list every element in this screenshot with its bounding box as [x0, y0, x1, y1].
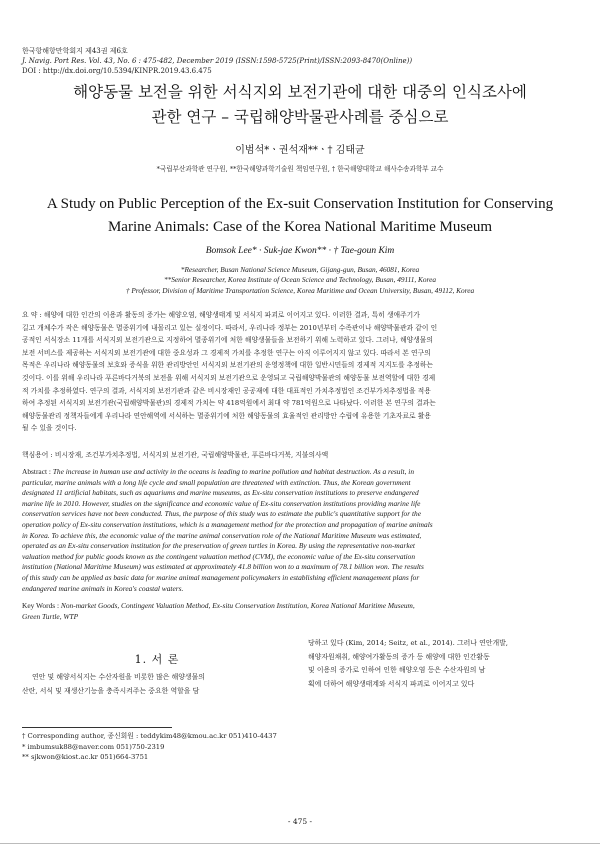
journal-name-ko: 한국항해항만학회지 제43권 제6호	[22, 47, 128, 55]
abstract-ko-line: 것이다. 이를 위해 우리나라 푸른바다거북의 보전을 위해 서식지외 보전기관으로 운영되고 국립해양박물관의 해양동물 보전역할에 대한 경제	[22, 373, 436, 382]
footnote-author-2: * imbumsuk88@naver.com 051)750-2319	[22, 742, 165, 751]
affiliations-english	[0, 265, 600, 296]
keywords-english	[22, 601, 578, 622]
keywords-en-line-1	[22, 601, 578, 612]
keywords-en-text: Non-market Goods, Contingent Valuation Method, Ex-situ Conservation Institution, Korea National Maritime Museum,	[60, 601, 415, 610]
abstract-ko-line: 하여 추정된 서식지외 보전기관(국립해양박물관)의 경제적 가치는 약 418억원에서 최대 약 781억원으로 나타났다. 이러한 본 연구의 결과는	[22, 399, 436, 408]
abstract-en-line: conservation services have not been conducted. Thus, the purpose of this study was to estimate the public's quantitative support for the	[22, 509, 421, 519]
abstract-en-line: particular, marine animals with a long life cycle and small population are threatened with extinction. Thus, the Korean government	[22, 477, 411, 487]
affiliation-3: † Professor, Division of Maritime Transportation Science, Korea Maritime and Ocean University, Busan, 49112, Korea	[125, 285, 475, 295]
journal-header	[22, 46, 412, 76]
title-english	[0, 193, 600, 239]
authors-korean: 이범석*ㆍ권석재**ㆍ† 김태균	[235, 145, 365, 156]
title-korean	[0, 80, 600, 130]
abstract-en-line: of this study can be applied as basic data for marine animal management policymakers in establishing efficient management plans for	[22, 572, 420, 582]
abstract-ko-line: 목적은 우리나라 해양동물의 보호와 증식을 위한 관리방안인 서식지외 보전기관의 운영정책에 대한 일반시민들의 경제적 지지도를 추정하는	[22, 361, 434, 370]
abstract-ko-line: 될 수 있을 것이다.	[22, 424, 77, 433]
abstract-ko-line: 적 가치를 추정하였다. 연구의 결과, 서식지외 보전기관과 같은 비시장재인 공공재에 대한 대표적인 가치추정법인 조건부가치추정법을 적용	[22, 386, 431, 395]
abstract-label: Abstract :	[22, 467, 51, 476]
abstract-en-text: The increase in human use and activity in the oceans is leading to marine pollution and habitat destruction. As a result, in	[52, 467, 415, 476]
abstract-ko-line: 보전 서비스를 제공하는 서식지외 보전기관에 대한 중요성과 그 경제적 가치를 추정한 연구는 아직 이루어지지 않고 있다. 따라서 본 연구의	[22, 348, 431, 357]
footnote-corresponding-author: † Corresponding author, 종신회원 : teddykim48@kmou.ac.kr 051)410-4437	[22, 732, 277, 740]
abstract-ko-line: 요 약 : 해양에 대한 인간의 이용과 활동의 증가는 해양오염, 해양생태계 및 서식지 파괴로 이어지고 있다. 이러한 결과, 특히 생애주기가	[22, 311, 420, 319]
abstract-en-line	[22, 467, 578, 478]
abstract-en-line: operated as an Ex-situ conservation institution for the preservation of green turtles in Korea. By using the representative non-market	[22, 541, 415, 551]
abstract-en-line: institution (National Maritime Museum) was estimated at approximately 41.8 billion won to a maximum of 78.1 billion won. The results	[22, 562, 424, 572]
keywords-en-line-2: Green Turtle, WTP	[22, 611, 79, 621]
abstract-ko-line: 해양동물관리 정책자들에게 우리나라 연안해역에 서식하는 멸종위기에 처한 해양동물의 효율적인 관리방안 수립에 유용한 기초자료로 활용	[22, 411, 431, 420]
body-line: 획에 더하여 해양생태계와 서식지 파괴로 이어지고 있다	[308, 679, 475, 688]
keywords-korean: 핵심용어 : 비시장재, 조건부가치추정법, 서식지외 보전기관, 국립해양박물관, 푸른바다거북, 지불의사액	[22, 451, 329, 459]
affiliation-2: **Senior Researcher, Korea Institute of Ocean Science and Technology, Busan, 49111, Korea	[163, 275, 437, 285]
body-column-right	[308, 637, 578, 691]
footnotes	[22, 731, 277, 763]
page-bottom-rule	[0, 843, 600, 844]
body-line: 산란, 서식 및 재생산기능을 충족시켜주는 중요한 역할을 담	[22, 686, 200, 695]
title-korean-line-1: 해양동물 보전을 위한 서식지외 보전기관에 대한 대중의 인식조사에	[73, 83, 527, 101]
journal-citation: J. Navig. Port Res. Vol. 43, No. 6 : 475-482, December 2019 (ISSN:1598-5725(Print)/ISSN:2093-8470(Online))	[22, 57, 413, 65]
abstract-ko-line: 길고 개체수가 작은 해양동물은 멸종위기에 내몰리고 있는 실정이다. 따라서, 우리나라 정부는 2010년부터 수족관이나 해양박물관과 같이 인	[22, 323, 438, 332]
journal-doi[interactable]: DOI : http://dx.doi.org/10.5394/KINPR.2019.43.6.475	[22, 67, 212, 75]
footnote-divider	[22, 727, 172, 728]
title-english-line-2: Marine Animals: Case of the Korea National Maritime Museum	[107, 219, 493, 235]
page-number: - 475 -	[287, 817, 313, 826]
footnote-author-3: ** sjkwon@kiost.ac.kr 051)664-3751	[22, 753, 149, 762]
abstract-en-line: designated 11 artificial habitats, such as aquariums and marine museums, as Ex-situ conservation institutions to preserve endangered	[22, 488, 419, 498]
body-column-left	[22, 671, 292, 698]
body-line: 당하고 있다 (Kim, 2014; Seitz, et al., 2014). 그러나 연안개발,	[308, 639, 508, 647]
keywords-label: Key Words :	[22, 601, 60, 610]
body-line: 연안 및 해양서식지는 수산자원을 비롯한 많은 해양생물의	[32, 673, 205, 681]
abstract-korean	[22, 309, 578, 435]
abstract-en-line: operation policy of Ex-situ conservation institutions, which is a management method for the protection and propagation of marine animals	[22, 519, 433, 529]
authors-english: Bomsok Lee* · Suk-jae Kwon** · † Tae-goun Kim	[205, 246, 395, 256]
body-line: 및 이용의 증가로 인하여 인한 해양오염 등은 수산자원의 남	[308, 666, 486, 674]
abstract-english	[22, 467, 578, 594]
abstract-en-line: valuation method for public goods known as the contingent valuation method (CVM), the economic value of the Ex-situ conservation	[22, 551, 416, 561]
title-english-line-1: A Study on Public Perception of the Ex-suit Conservation Institution for Conserving	[46, 196, 554, 212]
abstract-en-line: marine life in 2010. However, studies on the significance and economic value of Ex-situ conservation institutions providing marine life	[22, 498, 421, 508]
section-heading-introduction: 1. 서 론	[134, 653, 180, 666]
abstract-en-line: in Korea. To achieve this, the economic value of the marine animal conservation role of the National Maritime Museum was estimated,	[22, 530, 422, 540]
title-korean-line-2: 관한 연구 – 국립해양박물관사례를 중심으로	[151, 108, 449, 126]
body-line: 해양자원채취, 해양여가활동의 증가 등 해양에 대한 인간활동	[308, 652, 490, 661]
abstract-en-line: endangered marine animals in Korea's coastal waters.	[22, 583, 184, 593]
affiliation-1: *Researcher, Busan National Science Museum, Gijang-gun, Busan, 46081, Korea	[180, 265, 420, 274]
abstract-ko-line: 공적인 서식장소 11개를 서식지외 보전기관으로 지정하여 멸종위기에 처한 해양생물들을 보전하기 위해 노력하고 있다. 그러나, 해양생물의	[22, 336, 433, 345]
affiliations-korean: *국립부산과학관 연구원, **한국해양과학기술원 책임연구원, † 한국해양대학교 해사수송과학부 교수	[156, 165, 444, 173]
